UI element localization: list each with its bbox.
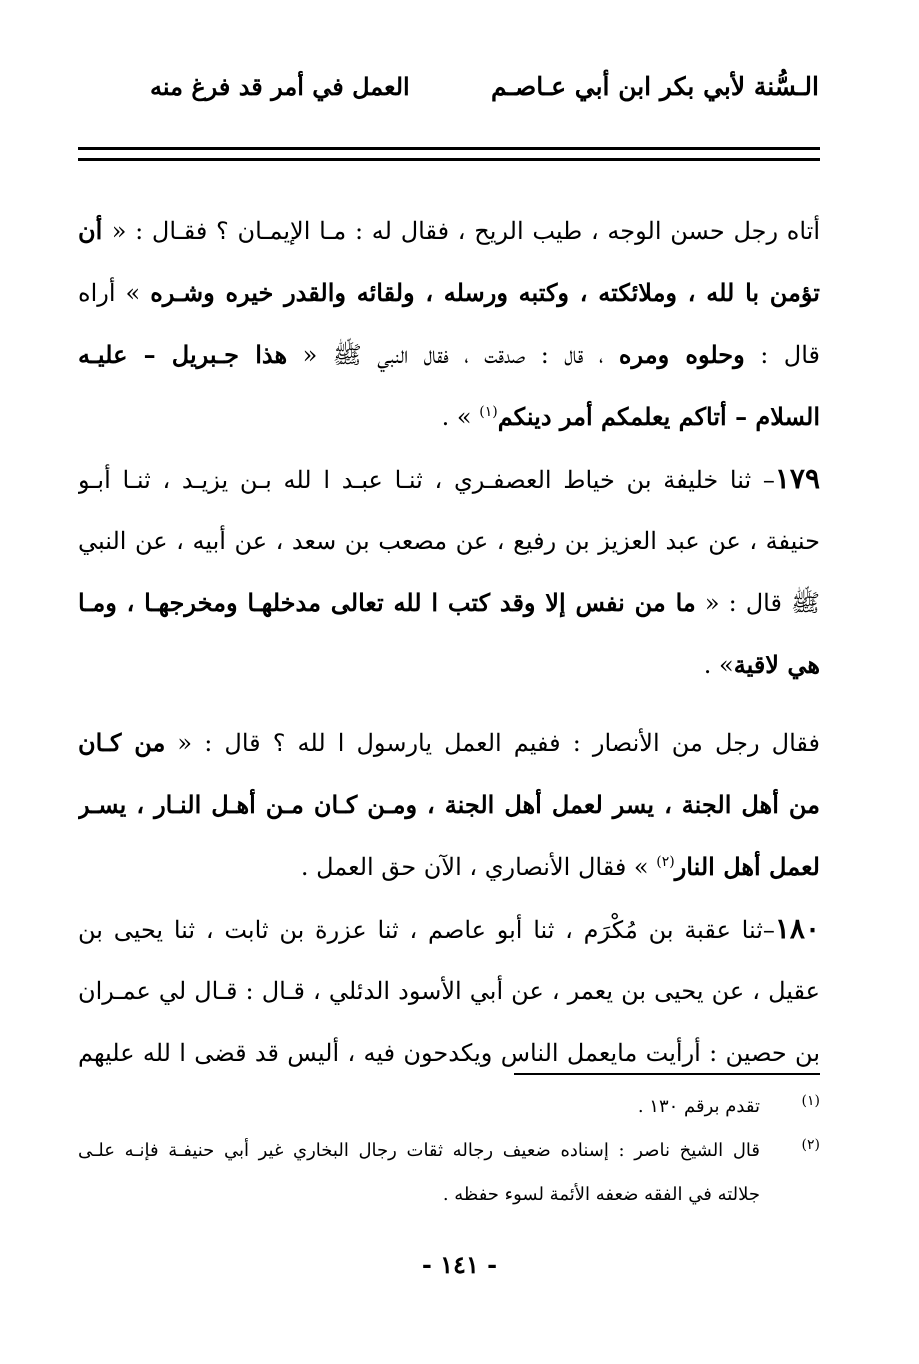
text-line: حنيفة ، عن عبد العزيز بن رفيع ، عن مصعب بن سعد ، عن أبيه ، عن النبي — [78, 527, 820, 555]
text-line: السلام – أتاكم يعلمكم أمر دينكم$^{(١)}$ » . — [441, 402, 820, 431]
chapter-title: العمل في أمر قد فرغ منه — [150, 72, 410, 101]
hadith-180-line: ١٨٠–ثنا عقبة بن مُكْرَم ، ثنا أبو عاصم ، ثنا عزرة بن ثابت ، ثنا يحيى بن — [78, 912, 820, 945]
main-text — [78, 200, 820, 1084]
footnote-ref: (١) — [479, 404, 498, 420]
text-line: من أهل الجنة ، يسر لعمل أهل الجنة ، ومـن كـان مـن أهـل النـار ، يسـر — [78, 790, 820, 819]
hadith-number: ١٧٩ — [774, 462, 820, 495]
text-line: هي لاقية» . — [703, 650, 820, 679]
footnote-2: (٢) قال الشيخ ناصر : إسناده ضعيف رجاله ثقات رجال البخاري غير أبي حنيفـة فإنـه علـى جلالته في الفقه ضعفه الأئمة لسوء حفظه . — [78, 1129, 820, 1217]
header-rule-top — [78, 147, 820, 150]
page-number: - ١٤١ - — [421, 1250, 498, 1279]
header-rule-bottom — [78, 158, 820, 161]
book-title: الـسُّنة لأبي بكر ابن أبي عـاصـم — [491, 72, 819, 101]
text-line: قال : وحلوه ومره ، قال : صدقت ، فقال النبي ﷺ « هذا جـبريل – عليـه — [78, 340, 820, 369]
text-line: أتاه رجل حسن الوجه ، طيب الريح ، فقال له : مـا الإيمـان ؟ فقـال : « أن — [78, 216, 820, 245]
footnote-mark: (٢) — [801, 1137, 820, 1153]
text-line: لعمل أهل النار$^{(٢)}$ » فقال الأنصاري ، الآن حق العمل . — [300, 852, 820, 881]
text-line: ﷺ قال : « ما من نفس إلا وقد كتب ا لله تعالى مدخلهـا ومخرجهـا ، ومـا — [78, 588, 820, 617]
hadith-179-line: ١٧٩– ثنا خليفة بن خياط العصفـري ، ثنـا عبـد ا لله بـن يزيـد ، ثنـا أبـو — [78, 462, 820, 495]
text-line: بن حصين : أرأيت مايعمل الناس ويكدحون فيه ، أليس قد قضى ا لله عليهم — [78, 1039, 820, 1067]
running-header — [80, 72, 819, 122]
text-line: عقيل ، عن يحيى بن يعمر ، عن أبي الأسود الدئلي ، قـال : قـال لي عمـران — [78, 977, 820, 1005]
hadith-number: ١٨٠ — [774, 912, 820, 945]
footnote-1: (١) تقدم برقم ١٣٠ . — [78, 1085, 820, 1129]
text-line: فقال رجل من الأنصار : ففيم العمل يارسول ا لله ؟ قال : « من كـان — [78, 728, 820, 757]
footnote-ref: (٢) — [656, 854, 675, 870]
footnote-mark: (١) — [801, 1093, 820, 1109]
footnotes — [78, 1085, 820, 1217]
text-line: تؤمن با لله ، وملائكته ، وكتبه ورسله ، ولقائه والقدر خيره وشـره » أراه — [78, 278, 820, 307]
footnote-rule — [514, 1073, 820, 1075]
